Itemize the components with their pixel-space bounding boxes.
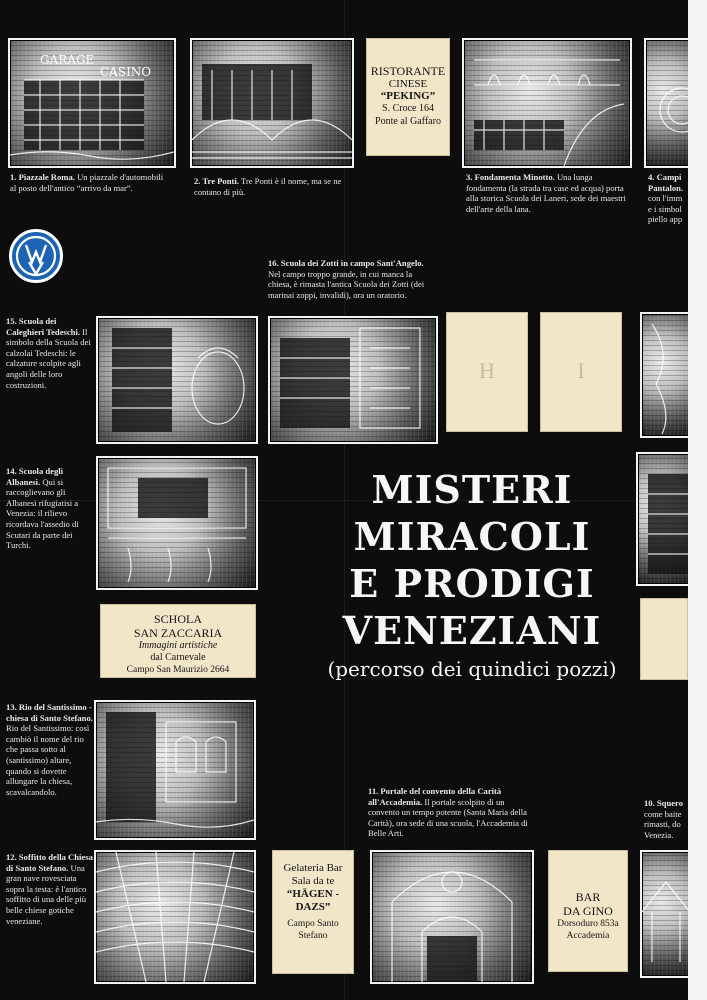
title-subtitle: (percorso dei quindici pozzi) [327, 657, 617, 681]
engraving-rio-santissimo [94, 700, 256, 840]
ad-bar-line2: DA GINO [563, 904, 613, 918]
casino-sign: CASINO [100, 65, 152, 79]
caption-3: 3. Fondamenta Minotto. Una lunga fondamenta (la strada tra case ed acqua) porta alla storica Scuola dei Laneri, sede dei maestri dell'arte della lana. [466, 172, 626, 214]
volkswagen-logo-icon [9, 229, 63, 283]
engraving-tre-ponti [190, 38, 354, 168]
ad-peking-line5: Ponte al Gaffaro [375, 116, 441, 127]
ad-gelateria-line5: Campo Santo [287, 919, 339, 929]
engraving-fondamenta-minotto [462, 38, 632, 168]
ad-scuola-line5: Campo San Maurizio 2664 [126, 665, 230, 675]
engraving-partial-right-1 [640, 312, 688, 438]
ad-scuola-line1: SCHOLA [153, 612, 202, 626]
ad-blank-i [540, 312, 622, 432]
caption-10-partial: 10. Squero come baite rimasti, do Venezia. [644, 798, 683, 840]
ad-bar-line4: Accademia [566, 931, 610, 941]
caption-14: 14. Scuola degli Albanesi. Qui si raccoglievano gli Albanesi rifugiatisi a Venezia: il rilievo ricordava l'assedio di Scutari da parte dei Turchi. [6, 466, 79, 551]
engraving-campiello-partial [644, 38, 688, 168]
ad-gelateria-line2: Sala da te [291, 875, 335, 887]
ad-ristorante-peking [366, 38, 450, 156]
ad-bar-da-gino [548, 850, 628, 972]
ad-blank-i-letter: I [577, 358, 585, 383]
caption-13: 13. Rio del Santissimo - chiesa di Santo Stefano. Rio del Santissimo: così cambiò il nome del rio che passa sotto al (santissimo) altare, quando si dovette allungare la chiesa, scavalcandolo. [6, 702, 93, 797]
caption-12: 12. Soffitto della Chiesa di Santo Stefano. Una gran nave rovesciata sopra la testa: è l'antico soffitto di una delle più belle chiese gotiche veneziane. [6, 852, 93, 926]
engraving-scuola-caleghieri [96, 316, 258, 444]
ad-bar-line1: BAR [575, 890, 601, 904]
caption-15: 15. Scuola dei Caleghieri Tedeschi. Il simbolo della Scuola dei calzolai Tedeschi: le calzature scolpite agli angoli delle loro costruzioni. [6, 316, 91, 390]
ad-gelateria-line3: “HÄGEN - [286, 888, 340, 900]
ad-gelateria-line1: Gelateria Bar [283, 862, 343, 874]
paper-right-margin [688, 0, 707, 1000]
engraving-scuola-albanesi [96, 456, 258, 590]
caption-4-partial: 4. Campi Pantalon. con l'imm e i simbol piello app [648, 172, 684, 225]
ad-blank-h-letter: H [479, 358, 495, 383]
ad-gelateria-line6: Stefano [298, 931, 328, 941]
ad-peking-line1: RISTORANTE [370, 64, 446, 78]
ad-bar-line3: Dorsoduro 853a [557, 919, 619, 929]
caption-16: 16. Scuola dei Zotti in campo Sant'Angelo. Nel campo troppo grande, in cui manca la chiesa, è rimasta l'antica Scuola dei Zotti (dei marinai zoppi, invalidi), ora un oratorio. [268, 258, 425, 300]
title-line-3: E PRODIGI [349, 561, 595, 606]
engraving-squero-partial [640, 850, 688, 978]
caption-11: 11. Portale del convento della Carità all'Accademia. Il portale scolpito di un convento un tempo potente (Santa Maria della Carità), ora sede di una scuola, l'Accademia di Belle Arti. [368, 786, 528, 839]
caption-2: 2. Tre Ponti. Tre Ponti è il nome, ma se ne contano di più. [194, 176, 342, 197]
caption-1: 1. Piazzale Roma. Un piazzale d'automobili al posto dell'antico “arrivo da mar”. [10, 172, 164, 193]
engraving-portale-carita [370, 850, 534, 984]
ad-scuola-line3: Immagini artistiche [138, 640, 218, 651]
ad-blank-h [446, 312, 528, 432]
engraving-soffitto-santo-stefano [94, 850, 256, 984]
title-line-4: VENEZIANI [342, 608, 602, 653]
title-line-2: MIRACOLI [353, 514, 591, 559]
ad-gelateria-hagen-dazs [272, 850, 354, 974]
ad-scuola-line2: SAN ZACCARIA [133, 626, 223, 640]
ad-gelateria-line4: DAZS” [295, 901, 331, 913]
ad-peking-line2: CINESE [388, 78, 428, 90]
ad-peking-line4: S. Croce 164 [382, 103, 434, 114]
ad-peking-line3: “PEKING” [380, 90, 436, 102]
garage-sign: GARAGE [40, 53, 95, 67]
poster-title [262, 466, 682, 682]
ad-schola-san-zaccaria [100, 604, 256, 678]
ad-scuola-line4: dal Carnevale [150, 652, 206, 663]
title-line-1: MISTERI [371, 467, 573, 512]
engraving-scuola-zotti [268, 316, 438, 444]
engraving-piazzale-roma [8, 38, 176, 168]
